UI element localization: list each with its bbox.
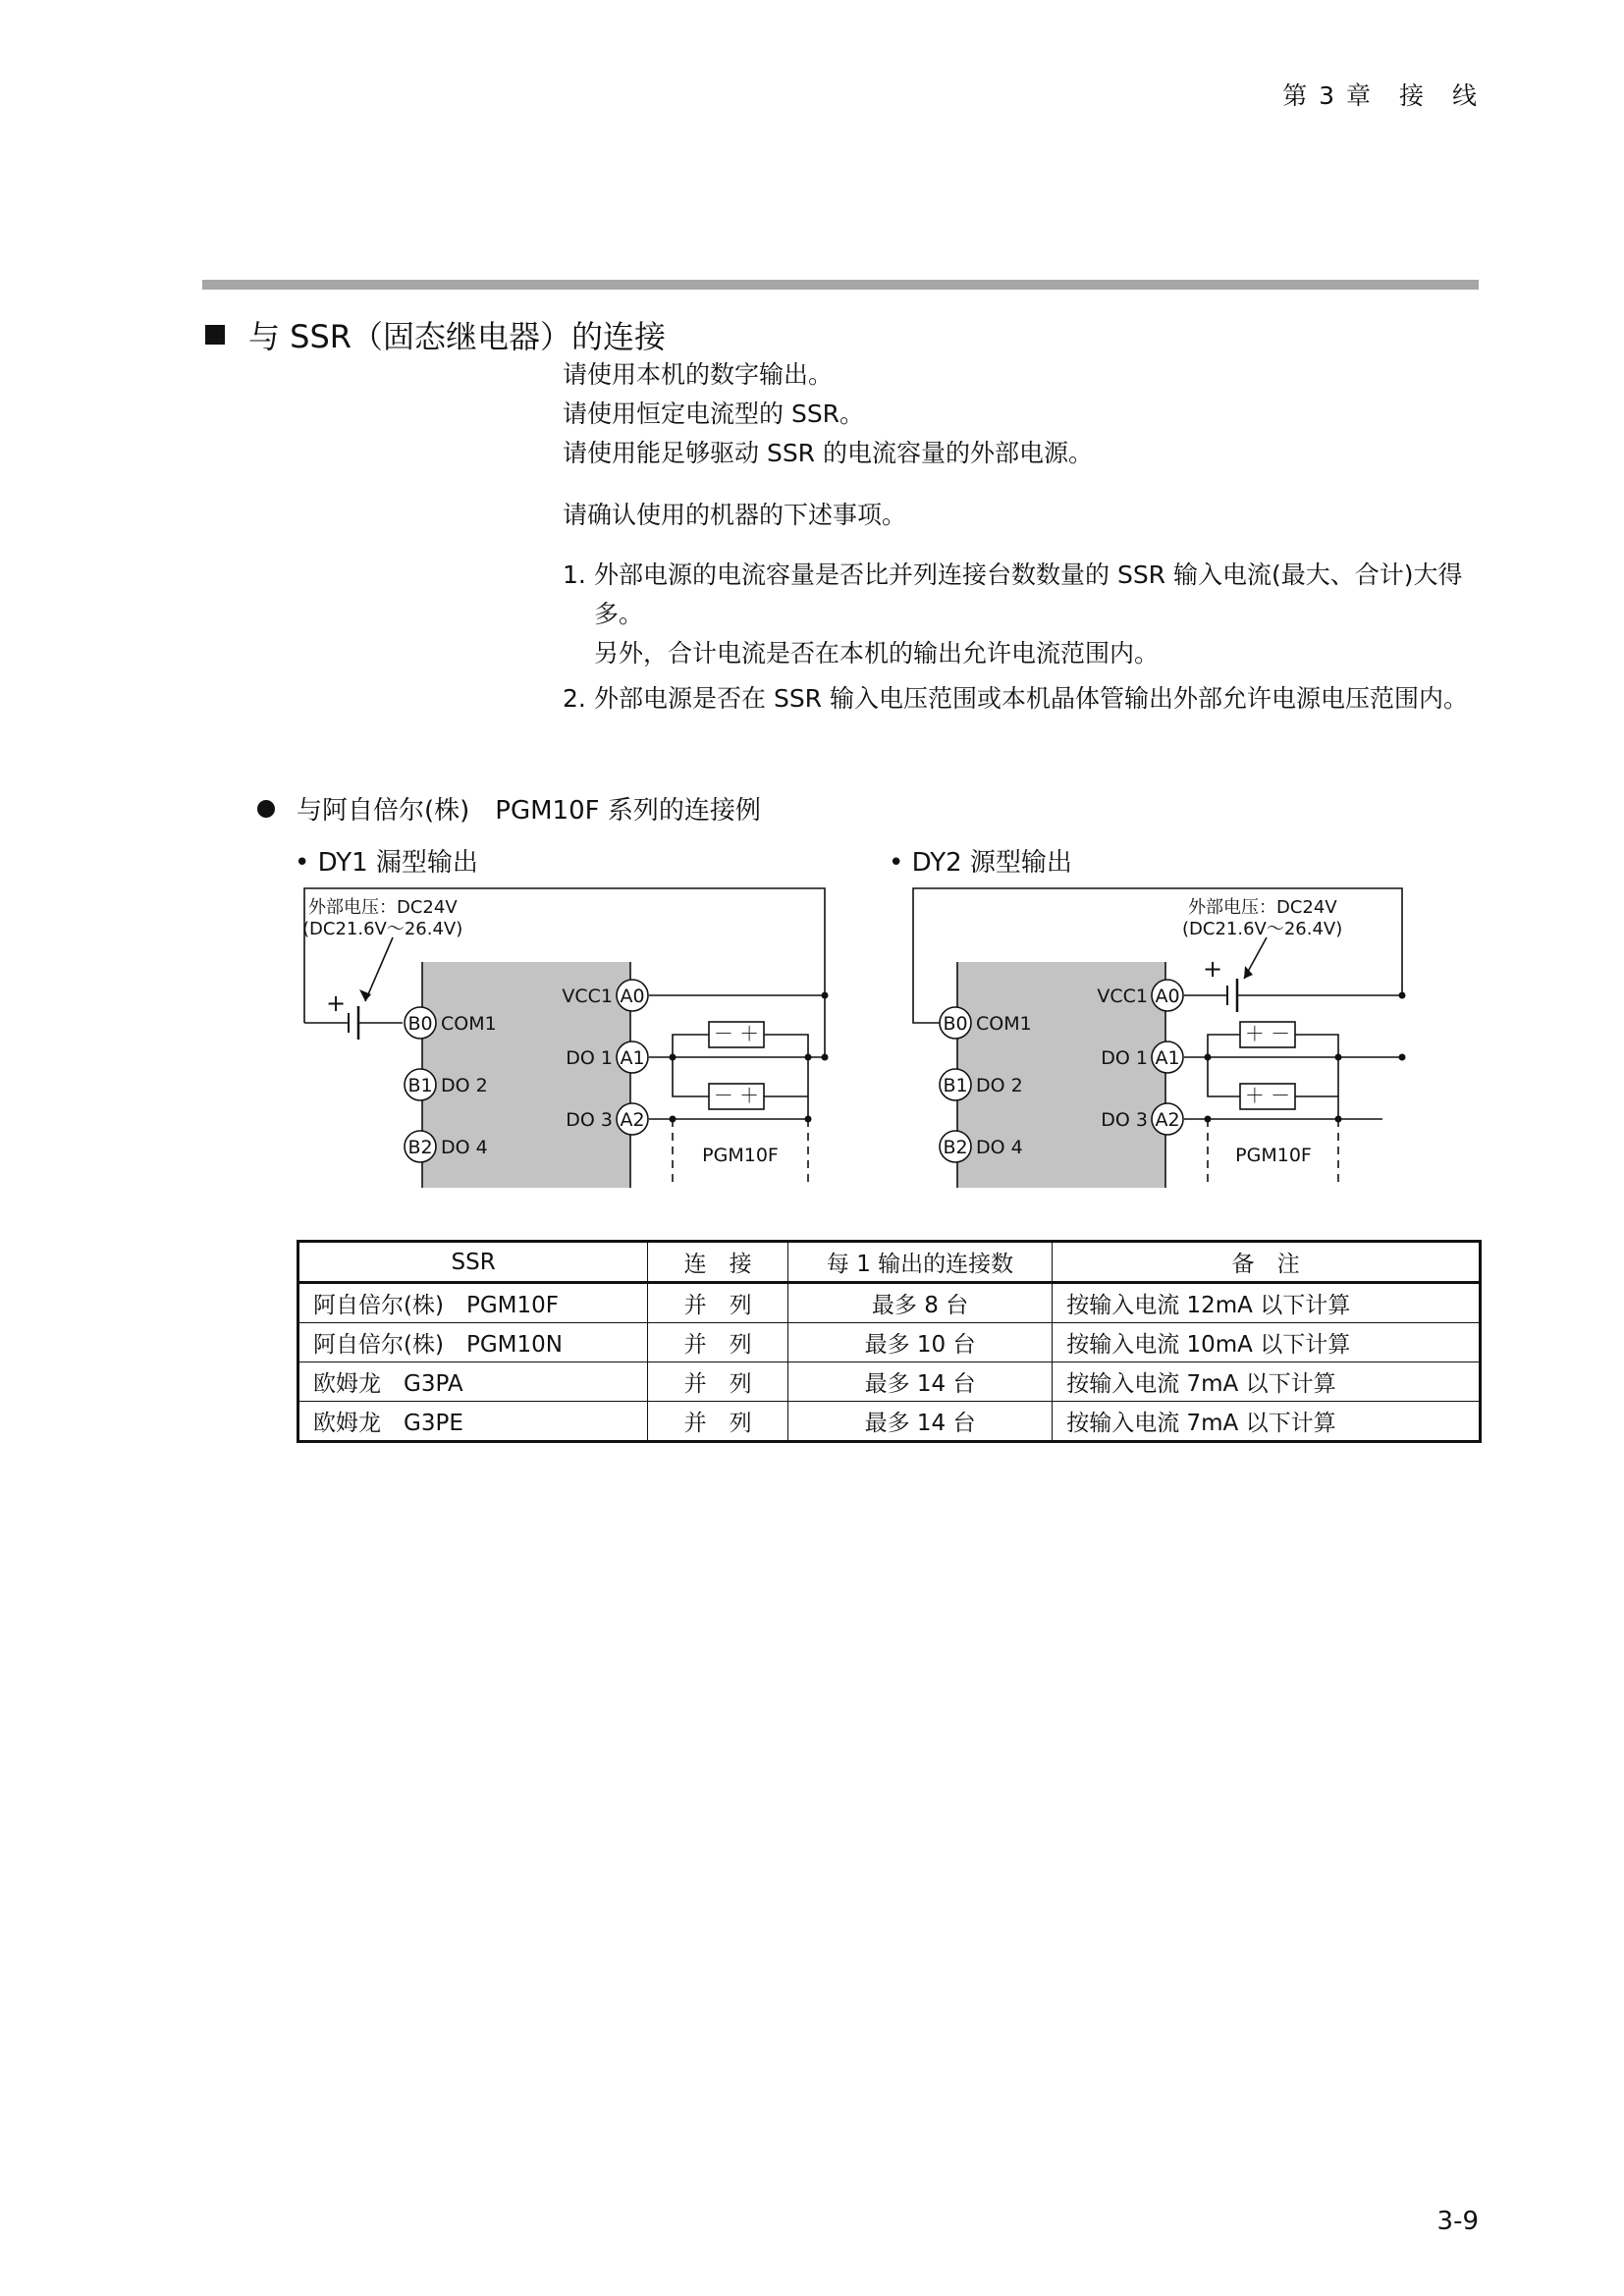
table-cell: 最多 10 台 bbox=[787, 1323, 1052, 1362]
junction-dot bbox=[1205, 1054, 1212, 1061]
ssr-polarity: － ＋ bbox=[713, 1022, 760, 1045]
dy2-wiring-diagram bbox=[903, 879, 1414, 1193]
supply-leader bbox=[365, 937, 393, 1001]
pin-label: DO 4 bbox=[441, 1137, 488, 1158]
terminal-label: B1 bbox=[407, 1075, 433, 1096]
terminal-label: B2 bbox=[407, 1137, 433, 1158]
intro-line-2: 请使用恒定电流型的 SSR。 bbox=[563, 400, 865, 428]
section-title: 与 SSR（固态继电器）的连接 bbox=[248, 318, 667, 355]
column-header: 每 1 输出的连接数 bbox=[787, 1242, 1052, 1283]
ssr-wire bbox=[1295, 1096, 1338, 1119]
pin-label: DO 1 bbox=[1101, 1047, 1148, 1069]
list-line: 外部电源的电流容量是否比并列连接台数数量的 SSR 输入电流(最大、合计)大得多。 bbox=[594, 561, 1463, 628]
pin-label: DO 2 bbox=[976, 1075, 1023, 1096]
junction-dot bbox=[670, 1054, 677, 1061]
ssr-wire bbox=[673, 1035, 709, 1057]
junction-dot bbox=[1399, 992, 1406, 999]
pin-label: DO 3 bbox=[566, 1109, 613, 1131]
terminal-label: A2 bbox=[1155, 1109, 1180, 1131]
junction-dot bbox=[805, 1054, 812, 1061]
ssr-name: PGM10F bbox=[1235, 1145, 1312, 1166]
junction-dot bbox=[805, 1116, 812, 1123]
terminal-label: A1 bbox=[1155, 1047, 1180, 1069]
ssr-polarity: ＋ － bbox=[1244, 1084, 1291, 1107]
pin-label: DO 4 bbox=[976, 1137, 1023, 1158]
terminal-label: A2 bbox=[620, 1109, 645, 1131]
junction-dot bbox=[1399, 1054, 1406, 1061]
terminal-label: B0 bbox=[943, 1013, 968, 1035]
example-title: 与阿自倍尔(株) PGM10F 系列的连接例 bbox=[297, 796, 761, 826]
ssr-polarity: － ＋ bbox=[713, 1084, 760, 1107]
ssr-wire bbox=[1208, 1057, 1240, 1096]
ssr-wire bbox=[1295, 1035, 1338, 1057]
terminal-label: A1 bbox=[620, 1047, 645, 1069]
dot-bullet-icon bbox=[257, 800, 275, 818]
table-header-row bbox=[298, 1242, 1481, 1283]
table-row bbox=[298, 1362, 1481, 1402]
terminal-label: B0 bbox=[407, 1013, 433, 1035]
list-item bbox=[563, 556, 1486, 673]
ssr-spec-table bbox=[297, 1240, 1482, 1443]
intro-line-1: 请使用本机的数字输出。 bbox=[563, 360, 834, 389]
page-number: 3-9 bbox=[1436, 2207, 1479, 2236]
dy1-wiring-diagram bbox=[295, 879, 844, 1193]
junction-dot bbox=[822, 1054, 829, 1061]
table-cell: 按输入电流 12mA 以下计算 bbox=[1053, 1283, 1481, 1323]
ssr-wire bbox=[673, 1057, 709, 1096]
intro-block bbox=[563, 355, 1093, 473]
supply-label-line2: (DC21.6V～26.4V) bbox=[1182, 919, 1343, 939]
table-cell: 按输入电流 10mA 以下计算 bbox=[1053, 1323, 1481, 1362]
pin-label: COM1 bbox=[441, 1013, 497, 1035]
table-cell: 并 列 bbox=[648, 1283, 788, 1323]
supply-label-line1: 外部电压：DC24V bbox=[1188, 897, 1337, 918]
ssr-polarity: ＋ － bbox=[1244, 1022, 1291, 1045]
table-cell: 阿自倍尔(株) PGM10F bbox=[298, 1283, 648, 1323]
list-line: 另外，合计电流是否在本机的输出允许电流范围内。 bbox=[594, 639, 1160, 667]
table-row bbox=[298, 1402, 1481, 1442]
dy1-title: • DY1 漏型输出 bbox=[295, 848, 478, 878]
supply-label-line1: 外部电压：DC24V bbox=[308, 897, 458, 918]
pin-label: DO 3 bbox=[1101, 1109, 1148, 1131]
ssr-wire bbox=[764, 1096, 808, 1119]
list-number: 1. bbox=[563, 561, 586, 589]
table-cell: 阿自倍尔(株) PGM10N bbox=[298, 1323, 648, 1362]
terminal-label: B1 bbox=[943, 1075, 968, 1096]
terminal-label: A0 bbox=[1155, 986, 1180, 1007]
header-rule bbox=[202, 280, 1479, 290]
intro-line-3: 请使用能足够驱动 SSR 的电流容量的外部电源。 bbox=[563, 439, 1094, 467]
pin-label: DO 2 bbox=[441, 1075, 488, 1096]
check-list bbox=[563, 556, 1486, 719]
square-bullet-icon bbox=[205, 325, 225, 345]
list-item bbox=[563, 679, 1486, 719]
junction-dot bbox=[670, 1116, 677, 1123]
table-cell: 并 列 bbox=[648, 1362, 788, 1402]
junction-dot bbox=[1335, 1116, 1342, 1123]
table-cell: 并 列 bbox=[648, 1323, 788, 1362]
supply-label-line2: (DC21.6V～26.4V) bbox=[302, 919, 463, 939]
dy2-title: • DY2 源型输出 bbox=[889, 848, 1072, 878]
example-heading bbox=[257, 790, 761, 827]
section-heading bbox=[205, 312, 666, 357]
table-cell: 最多 14 台 bbox=[787, 1362, 1052, 1402]
table-row bbox=[298, 1323, 1481, 1362]
table-cell: 最多 14 台 bbox=[787, 1402, 1052, 1442]
column-header: SSR bbox=[298, 1242, 648, 1283]
junction-dot bbox=[822, 992, 829, 999]
junction-dot bbox=[1205, 1116, 1212, 1123]
table-cell: 最多 8 台 bbox=[787, 1283, 1052, 1323]
list-number: 2. bbox=[563, 684, 586, 713]
confirm-text: 请确认使用的机器的下述事项。 bbox=[563, 501, 907, 529]
pin-label: VCC1 bbox=[1097, 986, 1148, 1007]
table-cell: 按输入电流 7mA 以下计算 bbox=[1053, 1402, 1481, 1442]
table-cell: 欧姆龙 G3PA bbox=[298, 1362, 648, 1402]
column-header: 备 注 bbox=[1053, 1242, 1481, 1283]
column-header: 连 接 bbox=[648, 1242, 788, 1283]
terminal-label: A0 bbox=[620, 986, 645, 1007]
chapter-header: 第 3 章 接 线 bbox=[1282, 81, 1479, 110]
pin-label: DO 1 bbox=[566, 1047, 613, 1069]
junction-dot bbox=[1335, 1054, 1342, 1061]
terminal-label: B2 bbox=[943, 1137, 968, 1158]
plus-sign: + bbox=[1203, 955, 1223, 983]
table-cell: 按输入电流 7mA 以下计算 bbox=[1053, 1362, 1481, 1402]
pin-label: COM1 bbox=[976, 1013, 1032, 1035]
pin-label: VCC1 bbox=[562, 986, 613, 1007]
list-line: 外部电源是否在 SSR 输入电压范围或本机晶体管输出外部允许电源电压范围内。 bbox=[594, 684, 1469, 713]
table-row bbox=[298, 1283, 1481, 1323]
ssr-wire bbox=[764, 1035, 808, 1057]
ssr-wire bbox=[1208, 1035, 1240, 1057]
table-cell: 并 列 bbox=[648, 1402, 788, 1442]
ssr-name: PGM10F bbox=[702, 1145, 779, 1166]
table-cell: 欧姆龙 G3PE bbox=[298, 1402, 648, 1442]
plus-sign: + bbox=[326, 989, 347, 1017]
arrow-head-icon bbox=[1244, 966, 1253, 979]
